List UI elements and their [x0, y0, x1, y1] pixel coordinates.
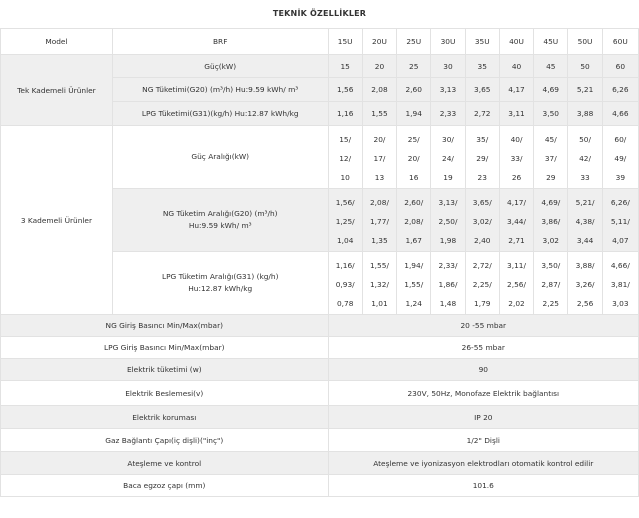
header-model-code: 25U [397, 29, 431, 55]
value-line: 2,56 [576, 299, 594, 308]
value-cell [465, 189, 499, 252]
value-line: 29/ [476, 154, 489, 163]
value-line: 1,55/ [369, 261, 389, 270]
value-cell [362, 252, 396, 315]
value-line: 3,65/ [472, 198, 492, 207]
spec-row [1, 315, 639, 337]
value-cell [499, 189, 533, 252]
value-line: 3,02/ [472, 217, 492, 226]
value-line: 3,50/ [541, 261, 561, 270]
value-cell [328, 252, 362, 315]
value-cell: 3,11 [499, 102, 533, 126]
value-cell: 50 [568, 55, 602, 78]
value-line: 4,69/ [541, 198, 561, 207]
value-cell: 20 [362, 55, 396, 78]
value-cell: 1,56 [328, 78, 362, 102]
value-line: 1,77/ [369, 217, 389, 226]
value-cell [499, 126, 533, 189]
row-label [112, 252, 328, 315]
value-line: 3,26/ [575, 280, 595, 289]
value-line: 2,40 [474, 236, 491, 245]
value-line: 1,32/ [369, 280, 389, 289]
value-cell: 30 [431, 55, 465, 78]
value-cell [431, 126, 465, 189]
value-line: 3,81/ [610, 280, 630, 289]
value-line: 13 [374, 173, 385, 182]
value-line: 3,02 [542, 236, 560, 245]
value-line: 3,86/ [541, 217, 561, 226]
value-cell: 3,88 [568, 102, 602, 126]
value-line: 3,44 [576, 236, 594, 245]
value-cell [499, 252, 533, 315]
value-cell [397, 252, 431, 315]
value-line: 4,38/ [575, 217, 595, 226]
value-cell: 1,55 [362, 102, 396, 126]
value-line: 1,01 [371, 299, 388, 308]
header-model-code: 30U [431, 29, 465, 55]
row-label-line: Güç Aralığı(kW) [191, 152, 250, 161]
value-cell: 4,66 [602, 102, 638, 126]
value-line: 35/ [476, 135, 489, 144]
header-model-code: 60U [602, 29, 638, 55]
spec-label: Elektrik Beslemesi(v) [1, 381, 329, 406]
value-line: 2,60/ [404, 198, 424, 207]
spec-value: 26-55 mbar [328, 337, 638, 359]
value-line: 39 [615, 173, 626, 182]
spec-value: 20 -55 mbar [328, 315, 638, 337]
spec-value: 1/2" Dişli [328, 429, 638, 452]
row-label [112, 126, 328, 189]
spec-value: 101.6 [328, 475, 638, 497]
header-brf: BRF [112, 29, 328, 55]
value-cell [568, 189, 602, 252]
header-model-code: 20U [362, 29, 396, 55]
value-cell: 4,69 [534, 78, 568, 102]
value-line: 49/ [614, 154, 627, 163]
value-cell: 2,08 [362, 78, 396, 102]
spec-row [1, 381, 639, 406]
value-cell: 45 [534, 55, 568, 78]
value-line: 4,66/ [610, 261, 630, 270]
value-line: 23 [477, 173, 487, 182]
value-line: 60/ [614, 135, 627, 144]
row-label: NG Tüketimi(G20) (m³/h) Hu:9.59 kWh/ m³ [112, 78, 328, 102]
value-cell: 2,72 [465, 102, 499, 126]
value-line: 10 [340, 173, 350, 182]
value-cell: 3,65 [465, 78, 499, 102]
value-cell [568, 252, 602, 315]
value-cell [362, 189, 396, 252]
value-cell [397, 126, 431, 189]
value-line: 12/ [339, 154, 352, 163]
value-line: 3,03 [612, 299, 629, 308]
value-cell [602, 126, 638, 189]
value-line: 1,94/ [404, 261, 424, 270]
value-cell: 1,16 [328, 102, 362, 126]
row-label: LPG Tüketimi(G31)(kg/h) Hu:12.87 kWh/kg [112, 102, 328, 126]
value-line: 2,08/ [369, 198, 389, 207]
page-title: TEKNİK ÖZELLİKLER [272, 9, 367, 18]
spec-row [1, 406, 639, 429]
value-cell: 2,60 [397, 78, 431, 102]
value-line: 1,04 [336, 236, 354, 245]
value-line: 2,87/ [541, 280, 561, 289]
value-line: 1,98 [439, 236, 457, 245]
value-line: 42/ [579, 154, 591, 163]
row-label-line: Hu:9.59 kWh/ m³ [188, 221, 252, 230]
row-label-line: NG Tüketim Aralığı(G20) (m³/h) [162, 209, 278, 218]
value-line: 45/ [544, 135, 557, 144]
value-line: 3,11/ [507, 261, 526, 270]
group-label-3-kademe: 3 Kademeli Ürünler [1, 126, 113, 315]
value-line: 1,86/ [438, 280, 458, 289]
value-cell: 25 [397, 55, 431, 78]
header-row [1, 29, 639, 55]
value-line: 6,26/ [610, 198, 630, 207]
value-cell: 15 [328, 55, 362, 78]
spec-label: Elektrik tüketimi (w) [1, 359, 329, 381]
value-line: 1,67 [405, 236, 422, 245]
value-line: 2,33/ [438, 261, 458, 270]
value-line: 30/ [442, 135, 454, 144]
value-cell: 4,17 [499, 78, 533, 102]
value-line: 1,48 [439, 299, 457, 308]
value-line: 20/ [407, 154, 420, 163]
value-cell [328, 126, 362, 189]
row-label-line: LPG Tüketim Aralığı(G31) (kg/h) [161, 272, 279, 281]
value-line: 17/ [373, 154, 386, 163]
value-line: 25/ [407, 135, 420, 144]
value-line: 2,25/ [472, 280, 492, 289]
header-model-code: 15U [328, 29, 362, 55]
value-cell [568, 126, 602, 189]
value-line: 33/ [510, 154, 523, 163]
value-line: 15/ [339, 135, 352, 144]
value-line: 33 [580, 173, 590, 182]
header-model-code: 35U [465, 29, 499, 55]
value-cell [465, 126, 499, 189]
value-line: 2,02 [508, 299, 525, 308]
row-label [112, 189, 328, 252]
value-line: 1,79 [474, 299, 491, 308]
header-model-code: 40U [499, 29, 533, 55]
value-line: 2,72/ [472, 261, 492, 270]
spec-label: NG Giriş Basıncı Min/Max(mbar) [1, 315, 329, 337]
value-line: 4,17/ [507, 198, 526, 207]
spec-row [1, 337, 639, 359]
value-line: 2,50/ [438, 217, 458, 226]
value-line: 16 [409, 173, 419, 182]
value-line: 1,24 [405, 299, 422, 308]
value-line: 0,78 [336, 299, 354, 308]
value-cell [431, 189, 465, 252]
value-line: 3,44/ [507, 217, 526, 226]
value-line: 1,55/ [404, 280, 424, 289]
spec-row [1, 475, 639, 497]
value-line: 1,16/ [335, 261, 355, 270]
value-line: 1,25/ [335, 217, 355, 226]
row-label-line: Hu:12.87 kWh/kg [188, 284, 253, 293]
spec-value: 230V, 50Hz, Monofaze Elektrik bağlantısı [328, 381, 638, 406]
spec-label: Ateşleme ve kontrol [1, 452, 329, 475]
value-line: 50/ [579, 135, 591, 144]
value-line: 19 [443, 173, 453, 182]
value-cell: 60 [602, 55, 638, 78]
spec-value: Ateşleme ve iyonizasyon elektrodları otomatik kontrol edilir [328, 452, 638, 475]
value-line: 2,71 [508, 236, 525, 245]
value-cell [534, 189, 568, 252]
value-cell: 3,50 [534, 102, 568, 126]
spec-label: Elektrik koruması [1, 406, 329, 429]
value-line: 4,07 [612, 236, 629, 245]
value-line: 2,56/ [507, 280, 526, 289]
spec-value: IP 20 [328, 406, 638, 429]
value-cell: 1,94 [397, 102, 431, 126]
value-line: 1,35 [371, 236, 388, 245]
spec-row [1, 359, 639, 381]
value-cell: 6,26 [602, 78, 638, 102]
value-line: 26 [511, 173, 522, 182]
value-cell: 3,13 [431, 78, 465, 102]
value-cell [602, 189, 638, 252]
value-cell [602, 252, 638, 315]
value-cell: 40 [499, 55, 533, 78]
value-line: 3,13/ [438, 198, 458, 207]
value-line: 5,21/ [575, 198, 595, 207]
value-cell [328, 189, 362, 252]
header-model-code: 45U [534, 29, 568, 55]
value-line: 40/ [510, 135, 523, 144]
row-label: Güç(kW) [112, 55, 328, 78]
value-cell [431, 252, 465, 315]
table-row [1, 126, 639, 189]
value-line: 24/ [442, 154, 454, 163]
group-label-tek: Tek Kademeli Ürünler [1, 55, 113, 126]
value-cell [397, 189, 431, 252]
spec-label: Baca egzoz çapı (mm) [1, 475, 329, 497]
spec-label: Gaz Bağlantı Çapı(iç dişli)("inç") [1, 429, 329, 452]
value-cell: 2,33 [431, 102, 465, 126]
spec-value: 90 [328, 359, 638, 381]
value-cell: 5,21 [568, 78, 602, 102]
value-cell [362, 126, 396, 189]
value-line: 2,08/ [404, 217, 424, 226]
value-line: 0,93/ [335, 280, 355, 289]
spec-table [0, 28, 639, 497]
value-cell [465, 252, 499, 315]
value-cell: 35 [465, 55, 499, 78]
value-line: 3,88/ [575, 261, 595, 270]
value-line: 1,56/ [335, 198, 355, 207]
value-cell [534, 126, 568, 189]
value-line: 37/ [544, 154, 557, 163]
spec-row [1, 452, 639, 475]
value-line: 29 [546, 173, 556, 182]
spec-label: LPG Giriş Basıncı Min/Max(mbar) [1, 337, 329, 359]
header-model-code: 50U [568, 29, 602, 55]
value-cell [534, 252, 568, 315]
table-row [1, 55, 639, 78]
value-line: 20/ [373, 135, 386, 144]
value-line: 5,11/ [610, 217, 630, 226]
value-line: 2,25 [542, 299, 560, 308]
header-model: Model [1, 29, 113, 55]
spec-row [1, 429, 639, 452]
